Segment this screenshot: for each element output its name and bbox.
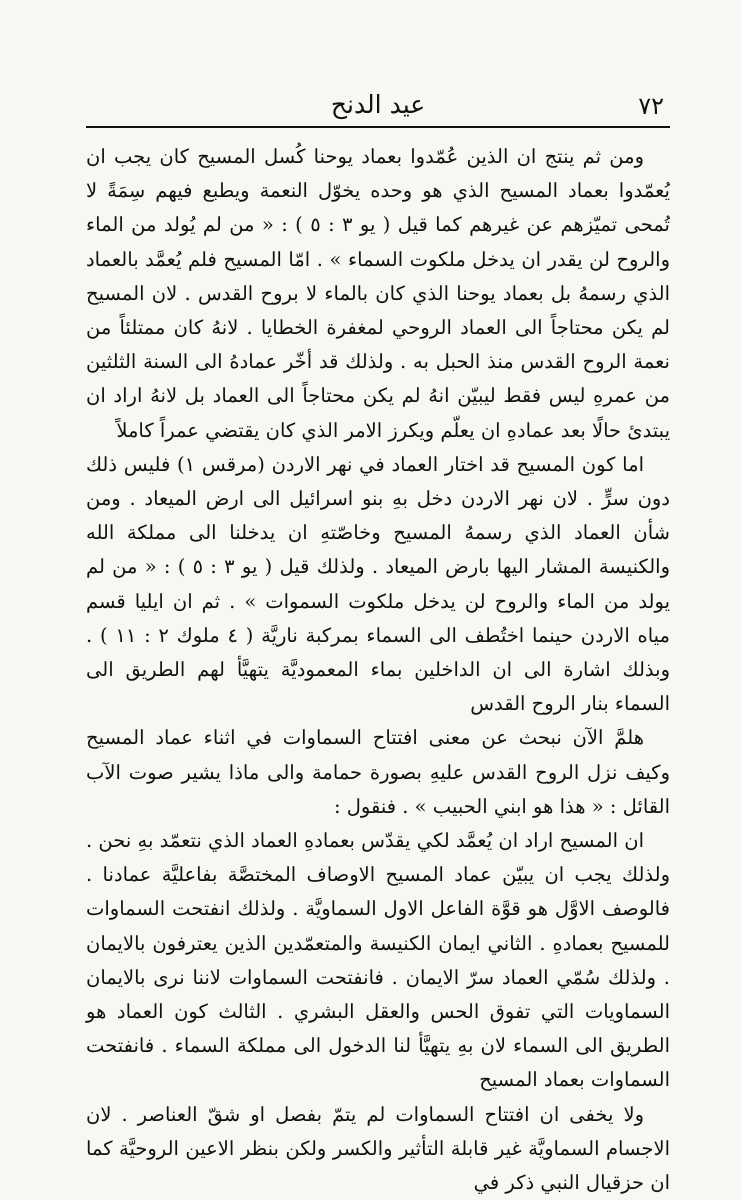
- paragraph-3: هلمَّ الآن نبحث عن معنى افتتاح السماوات في اثناء عماد المسيح وكيف نزل الروح القدس عليهِ بصورة حمامة والى ماذا يشير صوت الآب القائل : « هذا هو ابني الحبيب » . فنقول :: [86, 726, 670, 818]
- paragraph-5: ولا يخفى ان افتتاح السماوات لم يتمّ بفصل او شقّ العناصر . لان الاجسام السماويَّة غير قابلة التأثير والكسر ولكن بنظر الاعين الروحيَّة كما ان حزقيال النبي ذكر في: [86, 1102, 670, 1195]
- paragraph-2: اما كون المسيح قد اختار العماد في نهر الاردن (مرقس ١) فليس ذلك دون سرٍّ . لان نهر الاردن دخل بهِ بنو اسرائيل الى ارض الميعاد . ومن شأن العماد الذي رسمهُ المسيح وخاصّتهِ ان يدخلنا الى مملكة الله والكنيسة المشار اليها بارض الميعاد . ولذلك قيل ( يو ٣ : ٥ ) : « من لم يولد من الماء والروح لن يدخل ملكوت السموات » . ثم ان ايليا قسم مياه الاردن حينما اختُطف الى السماء بمركبة ناريَّة ( ٤ ملوك ٢ : ١١ ) . وبذلك اشارة الى ان الداخلين بماء المعموديَّة يتهيَّأ لهم الطريق الى السماء بنار الروح القدس: [86, 452, 671, 716]
- running-head: [86, 86, 670, 122]
- paragraph-4: ان المسيح اراد ان يُعمَّد لكي يقدّس بعمادهِ العماد الذي نتعمّد بهِ نحن . ولذلك يجب ان يبيّن عماد المسيح الاوصاف المختصَّة بفاعليَّة عمادنا . فالوصف الاوَّل هو قوَّة الفاعل الاول السماويَّة . ولذلك انفتحت السماوات للمسيح بعمادهِ . الثاني ايمان الكنيسة والمتعمّدين الذين يعترفون بالايمان . ولذلك سُمّي العماد سرّ الايمان . فانفتحت السماوات لاننا نرى بالايمان السماويات التي تفوق الحس والعقل البشري . الثالث كون العماد هو الطريق الى السماء لان بهِ يتهيَّأ لنا الدخول الى مملكة السماء . فانفتحت السماوات بعماد المسيح: [86, 829, 670, 1092]
- header-rule: [86, 126, 670, 128]
- page-number: ٧٢: [638, 92, 664, 120]
- paragraph-1: ومن ثم ينتج ان الذين عُمّدوا بعماد يوحنا كُسل المسيح كان يجب ان يُعمّدوا بعماد المسيح الذي هو وحده يخوّل النعمة ويطبع فيهم سِمَةً لا تُمحى تميّزهم عن غيرهم كما قيل ( يو ٣ : ٥ ) : « من لم يُولد من الماء والروح لن يقدر ان يدخل ملكوت السماء » . امّا المسيح فلم يُعمَّد بالعماد الذي رسمهُ بل بعماد يوحنا الذي كان بالماء لا بروح القدس . لان المسيح لم يكن محتاجاً الى العماد الروحي لمغفرة الخطايا . لانهُ كان ممتلئاً من نعمة الروح القدس منذ الحبل به . ولذلك قد أخّر عمادهُ الى السنة الثلثين من عمرهِ ليس فقط ليبيّن انهُ لم يكن محتاجاً الى العماد بل لانهُ اراد ان يبتدئ حالًا بعد عمادهِ ان يعلّم ويكرز الامر الذي كان يقتضي عمراً كاملاً: [86, 145, 670, 442]
- running-title: عيد الدنح: [330, 90, 426, 119]
- body-text: [86, 140, 670, 1200]
